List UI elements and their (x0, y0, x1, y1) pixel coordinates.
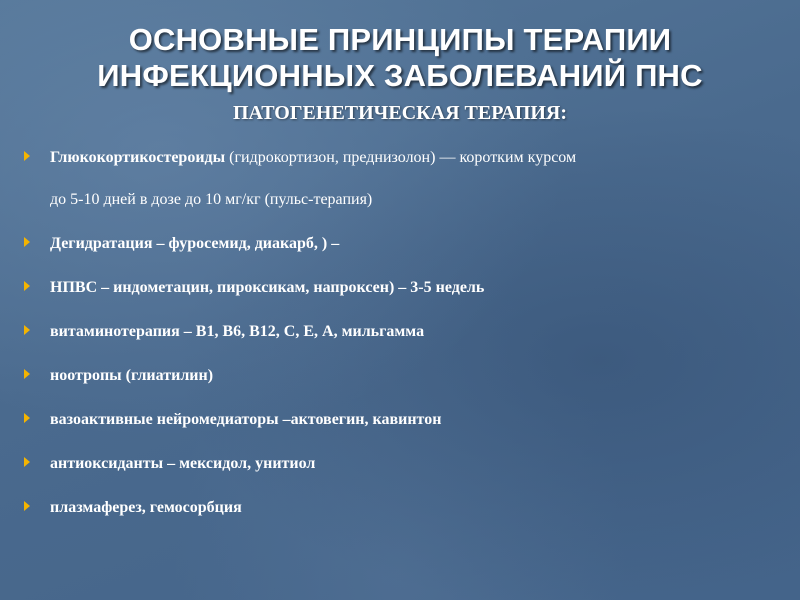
list-item-bold-text: Глюкокортикостероиды (50, 149, 226, 166)
bullet-arrow-icon (24, 151, 30, 161)
title-line-2: ИНФЕКЦИОННЫХ ЗАБОЛЕВАНИЙ ПНС (97, 58, 703, 93)
list-item-text (50, 148, 576, 168)
slide-subtitle: ПАТОГЕНЕТИЧЕСКАЯ ТЕРАПИЯ: (232, 102, 568, 124)
list-item-text: витаминотерапия – В1, В6, В12, С, Е, А, мильгамма (50, 323, 425, 340)
bullet-arrow-icon (24, 281, 30, 291)
bullet-arrow-icon (24, 413, 30, 423)
list-item-continuation: до 5-10 дней в дозе до 10 мг/кг (пульс-терапия) (50, 191, 373, 208)
list-item-text: антиоксиданты – мексидол, унитиол (50, 455, 316, 472)
bullet-arrow-icon (24, 457, 30, 467)
bullet-arrow-icon (24, 369, 30, 379)
bullet-arrow-icon (24, 501, 30, 511)
list-item-text: НПВС – индометацин, пироксикам, напроксен) – 3-5 недель (50, 279, 485, 296)
list-item-text: плазмаферез, гемосорбция (50, 499, 242, 516)
list-item-text: Дегидратация – фуросемид, диакарб, ) – (50, 235, 340, 252)
title-line-1: ОСНОВНЫЕ ПРИНЦИПЫ ТЕРАПИИ (128, 22, 672, 57)
slide-title (0, 22, 800, 94)
list-item-text: вазоактивные нейромедиаторы –актовегин, кавинтон (50, 411, 442, 428)
list-item-text: ноотропы (глиатилин) (50, 367, 214, 384)
list-item-normal-text: (гидрокортизон, преднизолон) — коротким курсом (225, 149, 577, 166)
bullet-arrow-icon (24, 237, 30, 247)
bullet-arrow-icon (24, 325, 30, 335)
